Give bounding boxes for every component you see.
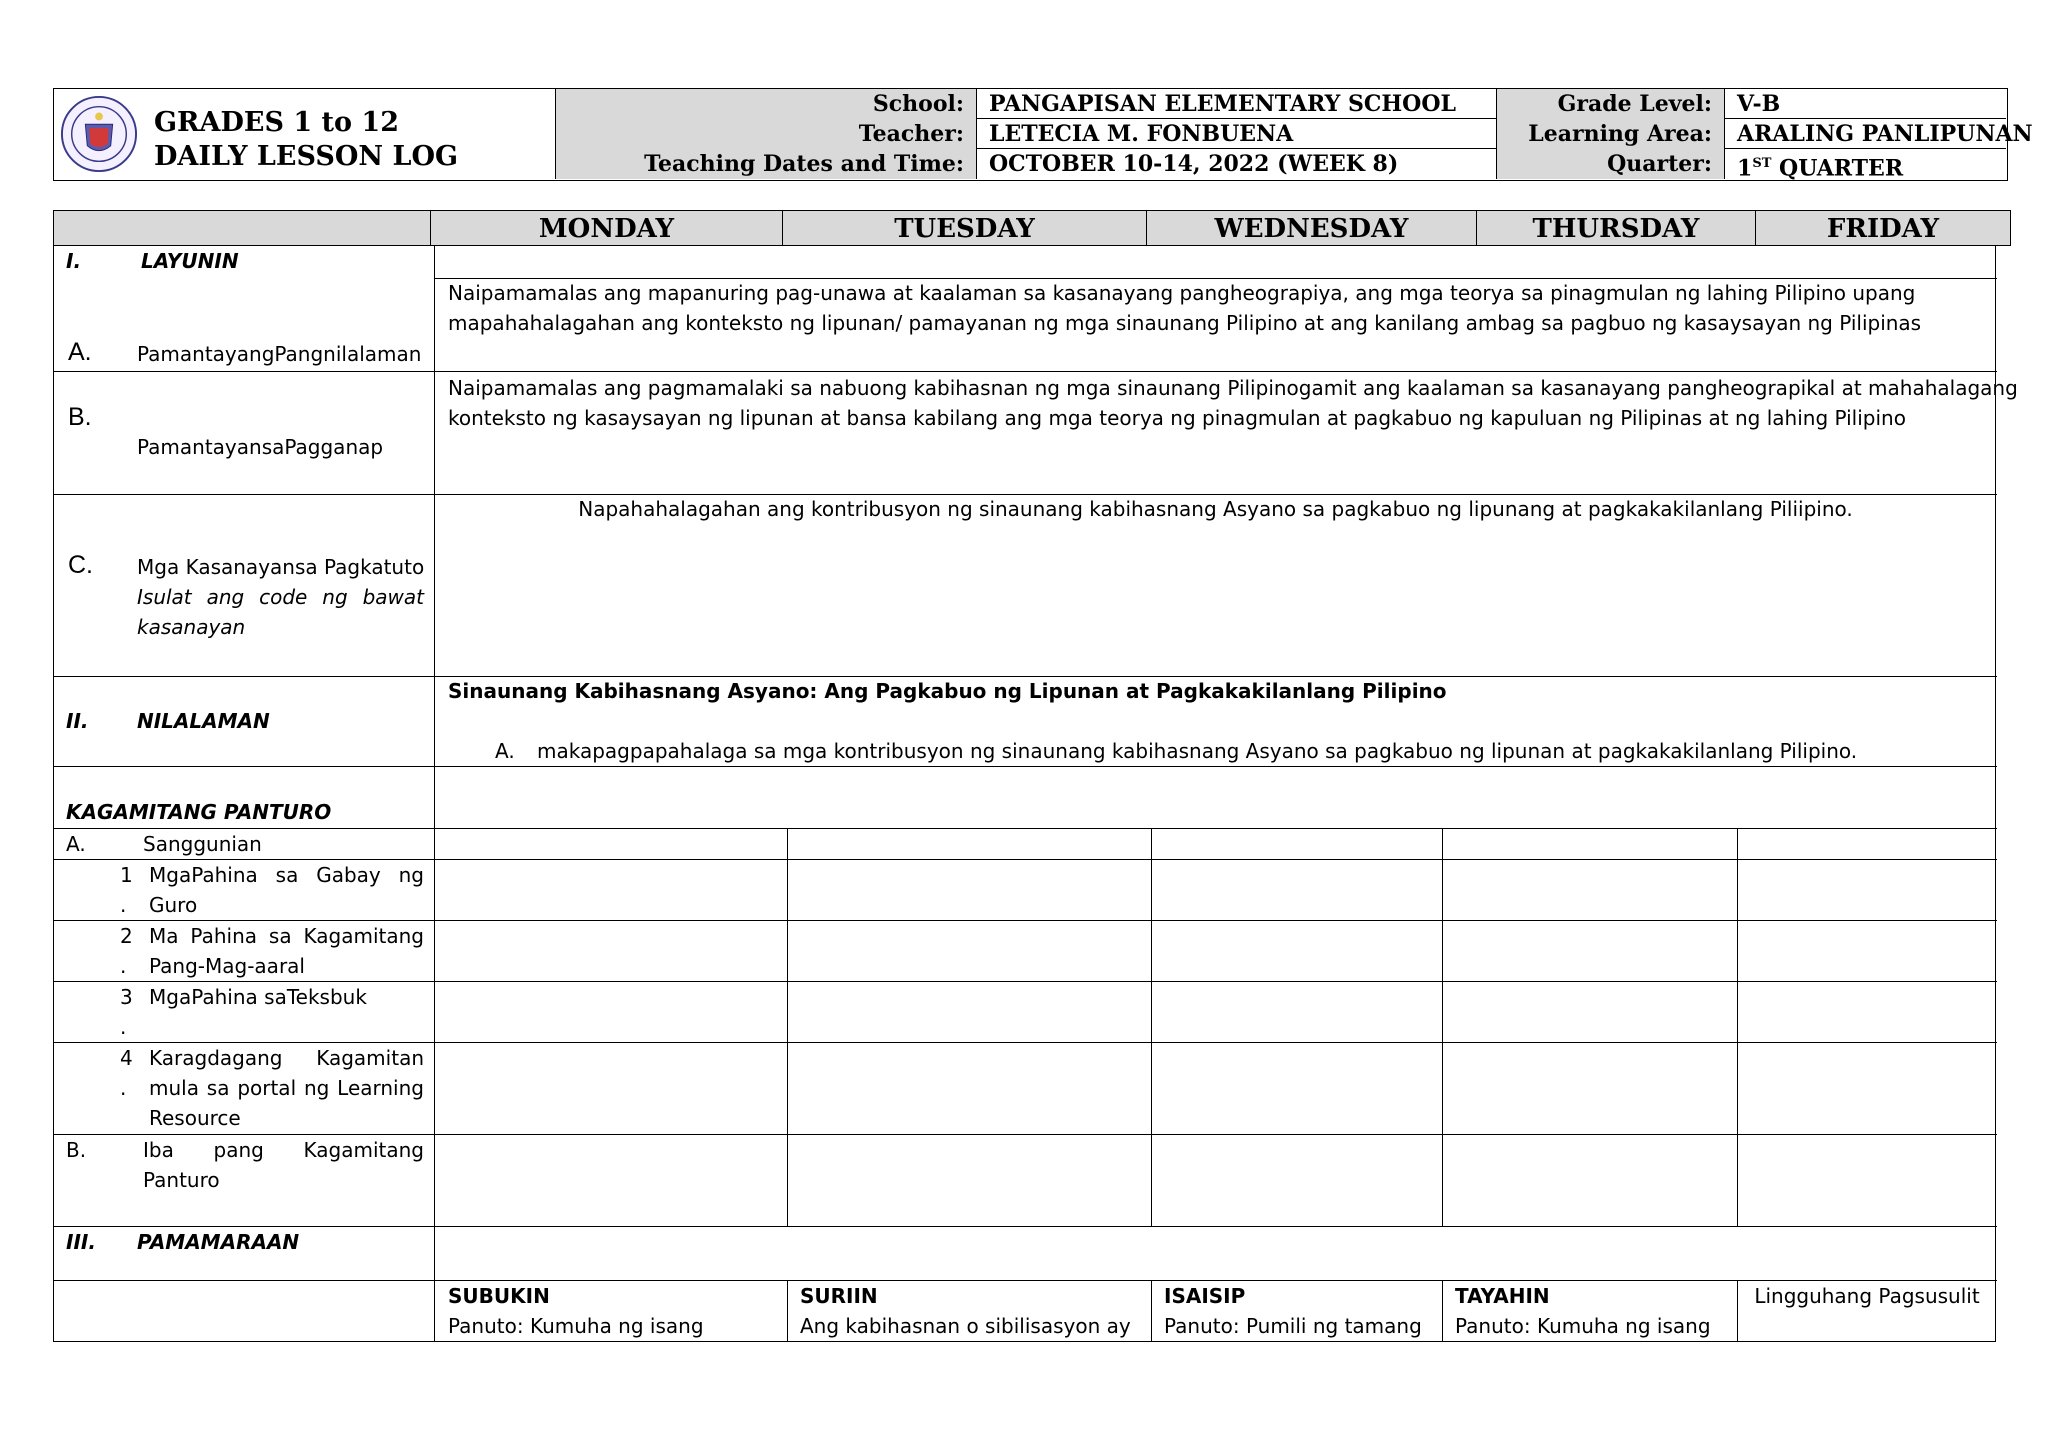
nilalaman-item-letter: A. (495, 739, 515, 763)
mga-kasanayan-label: Mga Kasanayansa Pagkatuto (137, 555, 425, 579)
item-4-number: 4 (120, 1046, 133, 1070)
nilalaman-item-text: makapagpapahalaga sa mga kontribusyon ng sinaunang kabihasnang Asyano sa pagkabuo ng lipunan at pagkakakilanlang Pilipino. (537, 739, 1858, 763)
item-1-number: 1 (120, 863, 133, 887)
section-kagamitang-panturo: KAGAMITANG PANTURO (66, 800, 332, 824)
iba-pang-line1: Iba pang Kagamitang (143, 1138, 424, 1162)
section-pamamaraan: PAMAMARAAN (137, 1230, 300, 1254)
letter-a: A. (68, 338, 92, 366)
lesson-log-table (53, 246, 2018, 1342)
lingguhang-pagsusulit-text: Lingguhang Pagsusulit (1754, 1284, 1980, 1308)
nilalaman-title: Sinaunang Kabihasnang Asyano: Ang Pagkabuo ng Lipunan at Pagkakakilanlang Pilipino (448, 679, 1447, 703)
item-2-line1: Ma Pahina sa Kagamitang (149, 924, 424, 948)
learning-area-label: Learning Area: (1496, 119, 1724, 149)
title-daily-lesson-log: DAILY LESSON LOG (154, 141, 459, 172)
isaisip-text: Panuto: Pumili ng tamang (1164, 1314, 1422, 1338)
day-header-row (53, 210, 2011, 246)
title-grades: GRADES 1 to 12 (154, 107, 399, 138)
suriin-text: Ang kabihasnan o sibilisasyon ay (800, 1314, 1131, 1338)
item-1-line2: Guro (149, 893, 198, 917)
isulat-code-line2: kasanayan (137, 615, 246, 639)
header-row-teacher (556, 119, 2033, 149)
header-title-cell (54, 89, 556, 179)
item-4-line1: Karagdagang Kagamitan (149, 1046, 424, 1070)
item-1-line1: MgaPahina sa Gabay ng (149, 863, 424, 887)
tayahin-heading: TAYAHIN (1455, 1284, 1550, 1308)
suriin-heading: SURIIN (800, 1284, 878, 1308)
label-column-divider (434, 246, 435, 1342)
teaching-dates-label: Teaching Dates and Time: (556, 149, 976, 179)
section-nilalaman: NILALAMAN (137, 709, 270, 733)
letter-b: B. (68, 403, 92, 431)
item-3-number: 3 (120, 985, 133, 1009)
grade-level-value: V-B (1724, 89, 2004, 119)
day-friday: FRIDAY (1755, 211, 2010, 245)
item-4-line2: mula sa portal ng Learning (149, 1076, 424, 1100)
learning-area-value: ARALING PANLIPUNAN (1724, 119, 2004, 149)
pamantayan-sa-pagganap-label: PamantayansaPagganap (137, 435, 384, 459)
subukin-text: Panuto: Kumuha ng isang (448, 1314, 704, 1338)
iba-pang-letter: B. (66, 1138, 87, 1162)
item-3-dot: . (120, 1015, 127, 1039)
item-2-dot: . (120, 954, 127, 978)
tayahin-text: Panuto: Kumuha ng isang (1455, 1314, 1711, 1338)
item-2-line2: Pang-Mag-aaral (149, 954, 305, 978)
isulat-code-line1: Isulat ang code ng bawat (137, 585, 424, 609)
teaching-dates-value: OCTOBER 10-14, 2022 (WEEK 8) (976, 149, 1496, 179)
section-numeral-i: I. (66, 249, 82, 273)
learning-competency-text: Napahahalagahan ang kontribusyon ng sinaunang kabihasnang Asyano sa pagkabuo ng lipunang at pagkakakilanlang Piliipino. (578, 497, 1853, 521)
performance-standard-line2: konteksto ng kasaysayan ng lipunan at bansa kabilang ang mga teorya ng pinagmulan at pagkabuo ng kapuluan ng Pilipinas at ng lahing Pilipino (448, 406, 1906, 430)
item-2-number: 2 (120, 924, 133, 948)
section-numeral-iii: III. (66, 1230, 96, 1254)
school-label: School: (556, 89, 976, 119)
item-4-dot: . (120, 1076, 127, 1100)
deped-seal-icon (60, 95, 138, 173)
item-3-line1: MgaPahina saTeksbuk (149, 985, 367, 1009)
sanggunian-letter: A. (66, 832, 86, 856)
sanggunian-label: Sanggunian (143, 832, 262, 856)
performance-standard-line1: Naipamamalas ang pagmamalaki sa nabuong kabihasnan ng mga sinaunang Pilipinogamit ang kaalaman sa kasanayang pangheograpikal at mahahalagang (448, 376, 2018, 400)
quarter-value: 1ST QUARTER (1724, 149, 2004, 179)
day-wednesday: WEDNESDAY (1146, 211, 1476, 245)
subukin-heading: SUBUKIN (448, 1284, 550, 1308)
teacher-value: LETECIA M. FONBUENA (976, 119, 1496, 149)
isaisip-heading: ISAISIP (1164, 1284, 1246, 1308)
quarter-label: Quarter: (1496, 149, 1724, 179)
school-value: PANGAPISAN ELEMENTARY SCHOOL (976, 89, 1496, 119)
teacher-label: Teacher: (556, 119, 976, 149)
section-layunin: LAYUNIN (141, 249, 239, 273)
content-standard-line2: mapahahalagahan ang konteksto ng lipunan/ pamayanan ng mga sinaunang Pilipino at ang kanilang ambag sa pagbuo ng kasaysayan ng Pilipinas (448, 311, 1922, 335)
day-monday: MONDAY (430, 211, 782, 245)
item-4-line3: Resource (149, 1106, 241, 1130)
day-tuesday: TUESDAY (782, 211, 1146, 245)
content-standard-line1: Naipamamalas ang mapanuring pag-unawa at kaalaman sa kasanayang pangheograpiya, ang mga teorya sa pinagmulan ng lahing Pilipino upang (448, 281, 1916, 305)
item-1-dot: . (120, 893, 127, 917)
header-row-dates (556, 149, 2006, 182)
letter-c: C. (68, 551, 93, 579)
day-thursday: THURSDAY (1476, 211, 1755, 245)
iba-pang-line2: Panturo (143, 1168, 220, 1192)
header-row-school (556, 89, 2006, 119)
grade-level-label: Grade Level: (1496, 89, 1724, 119)
lesson-log-header (53, 88, 2033, 182)
pamantayang-pangnilalaman-label: PamantayangPangnilalaman (137, 342, 422, 366)
section-numeral-ii: II. (66, 709, 89, 733)
